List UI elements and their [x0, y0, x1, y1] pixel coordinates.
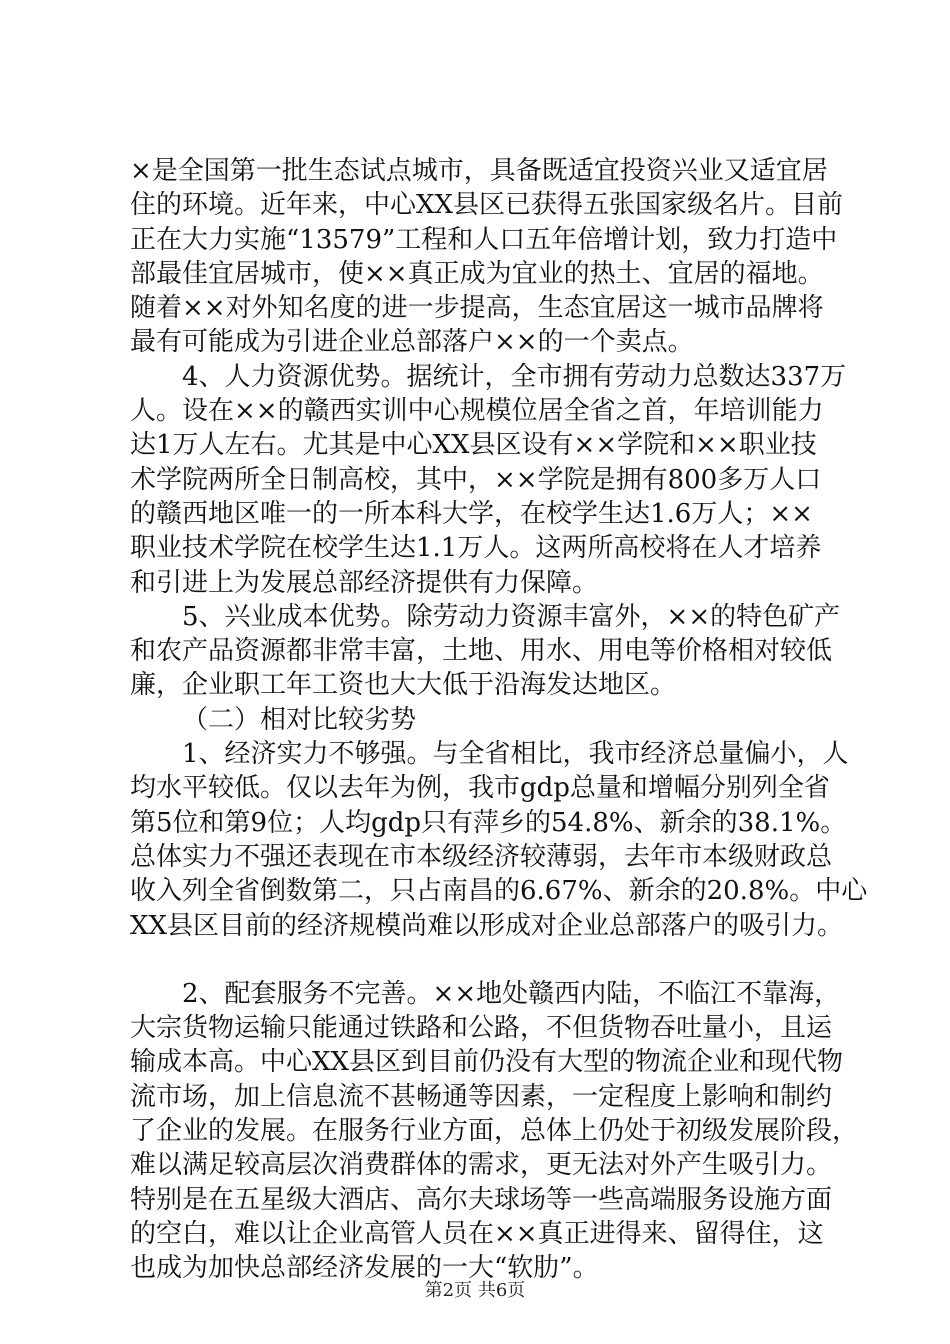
text-line: 的赣西地区唯一的一所本科大学，在校学生达1.6万人；×× [130, 498, 813, 529]
text-line: XX县区目前的经济规模尚难以形成对企业总部落户的吸引力。 [130, 910, 844, 941]
paragraph-economic-strength [130, 737, 868, 943]
paragraph-eco-city [130, 154, 850, 360]
text-line: 和农产品资源都非常丰富，土地、用水、用电等价格相对较低 [130, 636, 833, 667]
text-line: 达1万人左右。尤其是中心XX县区设有××学院和××职业技 [130, 430, 817, 461]
text-line: 总体实力不强还表现在市本级经济较薄弱，去年市本级财政总 [130, 841, 833, 872]
text-line: 术学院两所全日制高校，其中，××学院是拥有800多万人口 [130, 464, 822, 495]
text-line: ×是全国第一批生态试点城市，具备既适宜投资兴业又适宜居 [130, 156, 828, 186]
section-heading [130, 703, 850, 737]
paragraph-spacer [130, 943, 850, 977]
text-line: 和引进上为发展总部经济提供有力保障。 [130, 567, 599, 598]
page-footer: 第2页 共6页 [424, 1280, 526, 1301]
text-line: 大宗货物运输只能通过铁路和公路，不但货物吞吐量小，且运 [130, 1013, 833, 1044]
text-line: 部最佳宜居城市，使××真正成为宜业的热土、宜居的福地。 [130, 258, 824, 289]
text-line: 特别是在五星级大酒店、高尔夫球场等一些高端服务设施方面 [130, 1184, 833, 1215]
paragraph-business-cost [130, 600, 850, 703]
text-line: 流市场，加上信息流不甚畅通等因素，一定程度上影响和制约 [130, 1081, 833, 1112]
text-line: 5、兴业成本优势。除劳动力资源丰富外，××的特色矿产 [182, 601, 841, 632]
text-line: 收入列全省倒数第二，只占南昌的6.67%、新余的20.8%。中心 [130, 876, 868, 907]
text-line: 2、配套服务不完善。××地处赣西内陆，不临江不靠海， [182, 978, 841, 1009]
document-body [130, 154, 868, 1286]
text-line: 的空白，难以让企业高管人员在××真正进得来、留得住，这 [130, 1218, 824, 1249]
text-line: 了企业的发展。在服务行业方面，总体上仍处于初级发展阶段， [130, 1116, 859, 1147]
text-line: 也成为加快总部经济发展的一大“软肋”。 [130, 1253, 599, 1284]
text-line: 职业技术学院在校学生达1.1万人。这两所高校将在人才培养 [130, 533, 822, 564]
text-line: 随着××对外知名度的进一步提高，生态宜居这一城市品牌将 [130, 293, 824, 324]
text-line: 输成本高。中心XX县区到目前仍没有大型的物流企业和现代物 [130, 1047, 844, 1078]
text-line: 4、人力资源优势。据统计，全市拥有劳动力总数达337万 [182, 361, 847, 392]
text-line: 均水平较低。仅以去年为例，我市gdp总量和增幅分别列全省 [130, 773, 830, 804]
text-line: 住的环境。近年来，中心XX县区已获得五张国家级名片。目前 [130, 190, 844, 221]
text-line: 廉，企业职工年工资也大大低于沿海发达地区。 [130, 670, 677, 701]
text-line: 正在大力实施“13579”工程和人口五年倍增计划，致力打造中 [130, 224, 838, 255]
text-line: 第5位和第9位；人均gdp只有萍乡的54.8%、新余的38.1%。 [130, 807, 847, 838]
text-line: 1、经济实力不够强。与全省相比，我市经济总量偏小，人 [182, 739, 849, 770]
paragraph-human-resources [130, 360, 850, 600]
paragraph-supporting-services [130, 977, 859, 1286]
text-line: 最有可能成为引进企业总部落户××的一个卖点。 [130, 327, 694, 358]
text-line: 难以满足较高层次消费群体的需求，更无法对外产生吸引力。 [130, 1150, 833, 1181]
text-line: 人。设在××的赣西实训中心规模位居全省之首，年培训能力 [130, 396, 824, 427]
heading-text: （二）相对比较劣势 [182, 704, 417, 735]
